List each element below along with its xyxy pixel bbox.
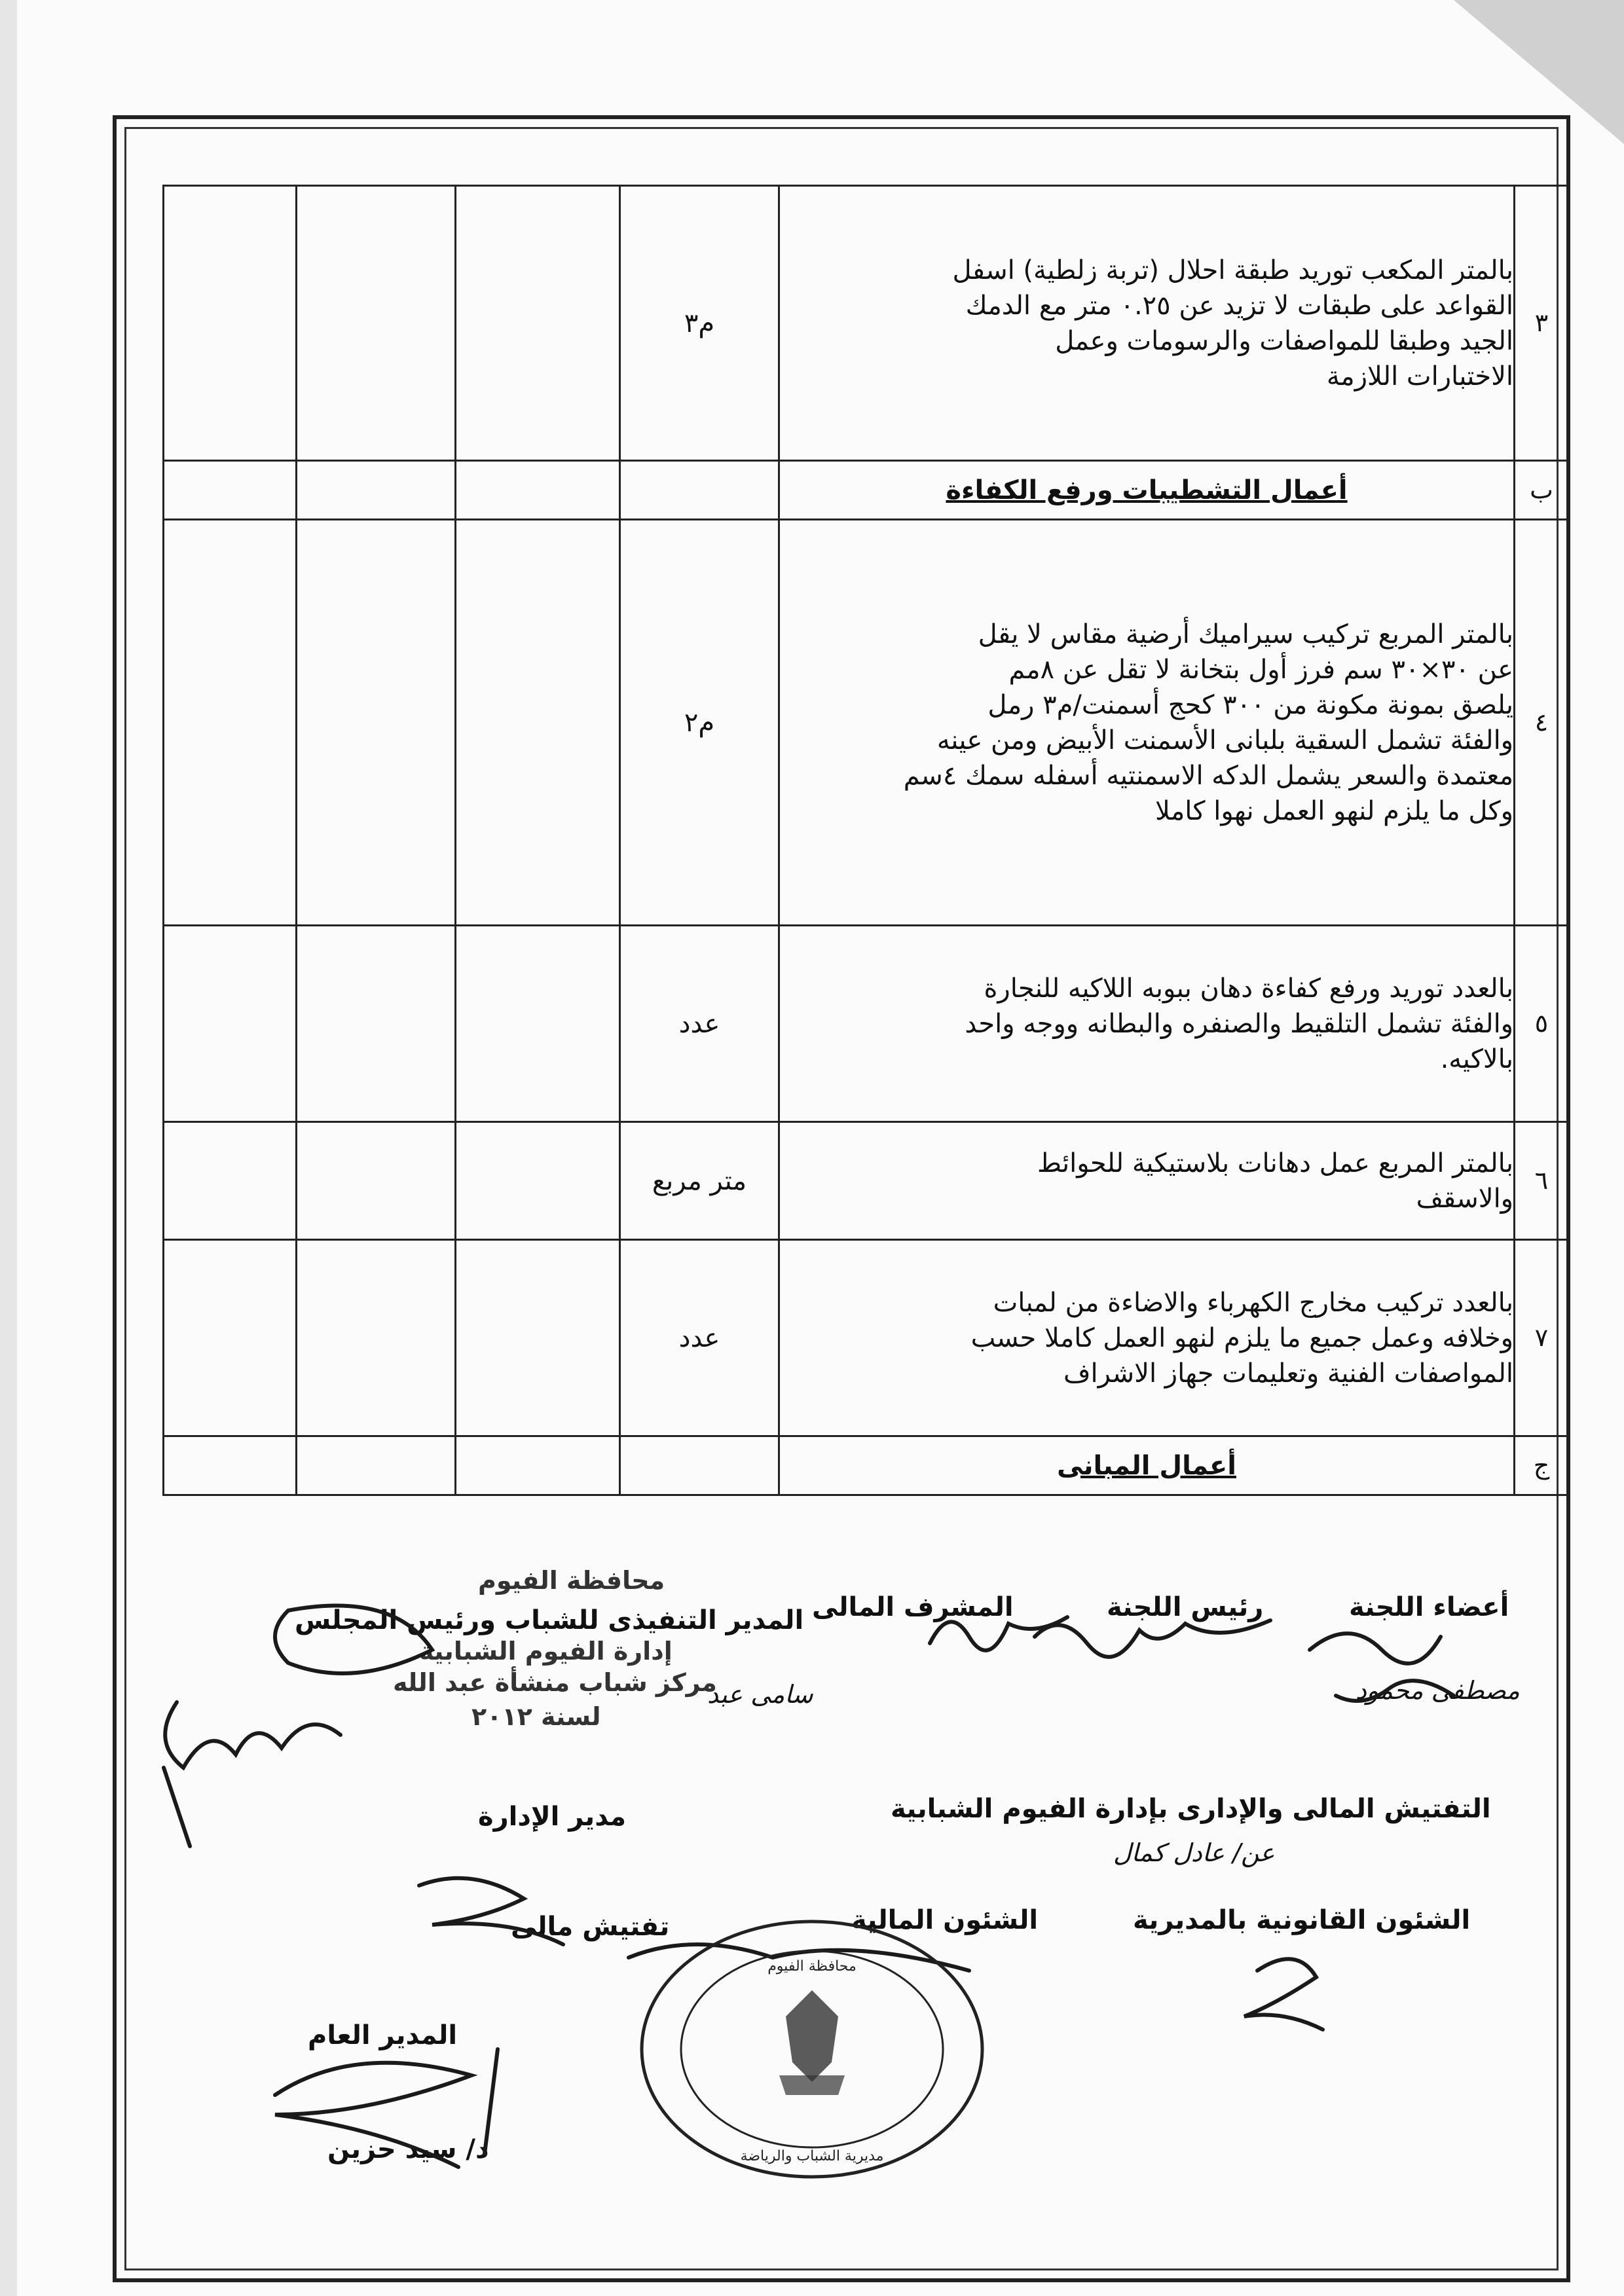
signature-executive: [275, 1606, 432, 1674]
signature-financial-supervisor: [930, 1617, 1067, 1650]
center-stamp-line-4: لسنة ٢٠١٢: [471, 1702, 601, 1731]
description-line: يلصق بمونة مكونة من ٣٠٠ كحج أسمنت/م٣ رمل: [987, 689, 1513, 720]
description-line: بالعدد تركيب مخارج الكهرباء والاضاءة من لمبات: [993, 1287, 1513, 1318]
handwritten-name: سامى عبد: [707, 1680, 813, 1709]
item-number: ٧: [1515, 1240, 1569, 1436]
unit-cell: م٣: [620, 186, 779, 461]
seal-top-text: محافظة الفيوم: [767, 1958, 857, 1975]
inspection-handwritten: عن/ عادل كمال: [1113, 1838, 1275, 1867]
handwritten-member-name: مصطفى محمود: [1356, 1676, 1520, 1705]
description-line: القواعد على طبقات لا تزيد عن ٠.٢٥ متر مع الدمك: [965, 290, 1513, 321]
description-line: معتمدة والسعر يشمل الدكه الاسمنتيه أسفله سمك ٤سم: [903, 760, 1513, 791]
item-number: ٤: [1515, 520, 1569, 926]
item-number: ٣: [1515, 186, 1569, 461]
description-line: وخلافه وعمل جميع ما يلزم لنهو العمل كاملا حسب: [970, 1322, 1513, 1353]
signature-legal: [1244, 1959, 1323, 2030]
section-title: أعمال التشطيبات ورفع الكفاءة: [779, 461, 1515, 520]
description-line: الجيد وطبقا للمواصفات والرسومات وعمل: [1055, 325, 1513, 356]
description-line: بالمتر المكعب توريد طبقة احلال (تربة زلطية) اسفل: [952, 255, 1513, 285]
admin-director-label: مدير الإدارة: [478, 1802, 627, 1832]
item-number: ج: [1515, 1436, 1569, 1495]
executive-director-label: المدير التنفيذى للشباب ورئيس المجلس: [295, 1605, 804, 1635]
description-line: بالعدد توريد ورفع كفاءة دهان ببوبه اللاكيه للنجارة: [984, 973, 1513, 1004]
signature-members: [1310, 1633, 1454, 1701]
description-line: عن ٣٠×٣٠ سم فرز أول بتخانة لا تقل عن ٨مم: [1008, 654, 1513, 685]
center-stamp-line-2: إدارة الفيوم الشبابية: [419, 1637, 673, 1666]
item-number: ٦: [1515, 1122, 1569, 1240]
seal-bottom-text: مديرية الشباب والرياضة: [740, 2148, 884, 2164]
description-line: والفئة تشمل التلقيط والصنفره والبطانه ووجه واحد: [965, 1008, 1513, 1039]
unit-cell: متر مربع: [620, 1122, 779, 1240]
general-director-label: المدير العام: [308, 2020, 458, 2050]
description-line: بالمتر المربع تركيب سيراميك أرضية مقاس لا يقل: [978, 619, 1513, 649]
description-line: المواصفات الفنية وتعليمات جهاز الاشراف: [1063, 1358, 1513, 1389]
official-seal: [629, 1912, 995, 2187]
committee-members-label: أعضاء اللجنة: [1349, 1592, 1509, 1622]
section-title: أعمال المبانى: [779, 1436, 1515, 1495]
general-director-name: د/ سيد حزين: [327, 2134, 489, 2164]
description-line: الاختبارات اللازمة: [1326, 361, 1513, 392]
description-line: بالاكيه.: [1440, 1044, 1513, 1074]
financial-affairs-label: الشئون المالية: [851, 1905, 1039, 1935]
signature-left-margin: [164, 1702, 341, 1846]
inspection-label: التفتيش المالى والإدارى بإدارة الفيوم الشبابية: [891, 1794, 1491, 1824]
signature-committee-head: [1035, 1620, 1270, 1657]
committee-head-label: رئيس اللجنة: [1107, 1592, 1264, 1622]
unit-cell: م٢: [620, 520, 779, 926]
unit-cell: عدد: [620, 926, 779, 1122]
description-line: وكل ما يلزم لنهو العمل نهوا كاملا: [1154, 795, 1513, 826]
item-number: ٥: [1515, 926, 1569, 1122]
financial-supervisor-label: المشرف المالى: [812, 1592, 1014, 1622]
unit-cell: عدد: [620, 1240, 779, 1436]
legal-affairs-label: الشئون القانونية بالمديرية: [1133, 1905, 1471, 1935]
description-line: والفئة تشمل السقية بلبانى الأسمنت الأبيض ومن عينه: [936, 725, 1513, 756]
signature-admin-director: [419, 1878, 563, 1944]
center-stamp-line-1: محافظة الفيوم: [478, 1566, 665, 1595]
description-line: بالمتر المربع عمل دهانات بلاستيكية للحوائط: [1037, 1148, 1513, 1178]
description-line: والاسقف: [1416, 1183, 1513, 1214]
item-number: ب: [1515, 461, 1569, 520]
financial-inspection-label: تفتيش مالى: [511, 1912, 670, 1942]
signature-general-director: [275, 2049, 498, 2167]
center-stamp-line-3: مركز شباب منشأة عبد الله: [393, 1668, 717, 1697]
